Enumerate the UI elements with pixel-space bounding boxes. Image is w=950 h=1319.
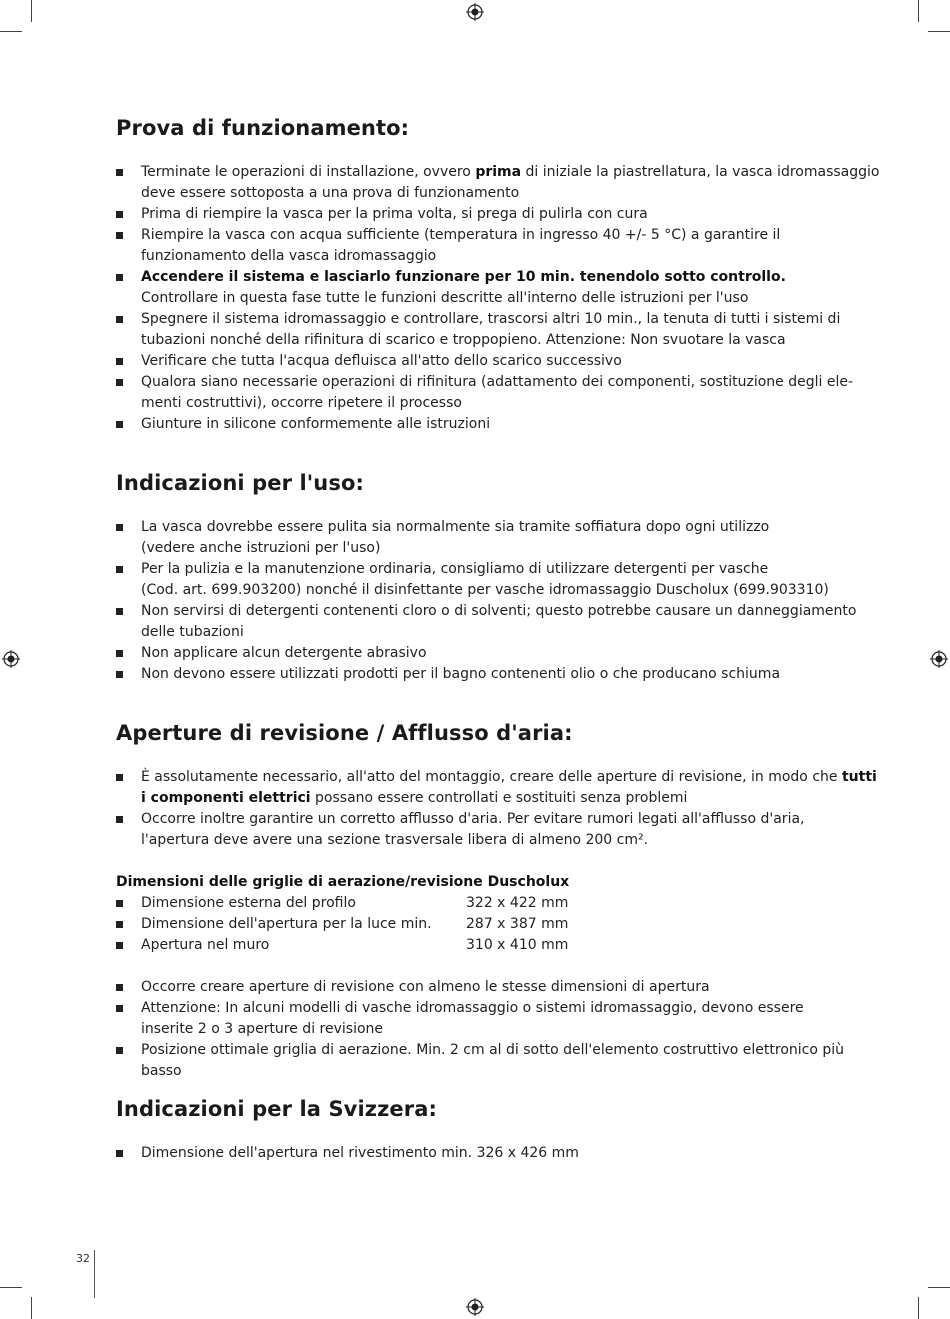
bullet-icon: [116, 232, 123, 239]
list-item: Occorre creare aperture di revisione con almeno le stesse dimensioni di apertura: [116, 977, 886, 998]
bullet-icon: [116, 211, 123, 218]
prova-list: [116, 162, 886, 435]
bullet-icon: [116, 1005, 123, 1012]
bullet-icon: [116, 816, 123, 823]
list-item: Non applicare alcun detergente abrasivo: [116, 643, 886, 664]
crop-mark-top-left-h: [0, 31, 22, 32]
bullet-icon: [116, 566, 123, 573]
dimensions-heading: Dimensioni delle griglie di aerazione/revisione Duscholux: [116, 874, 570, 890]
dimension-row: Apertura nel muro 310 x 410 mm: [116, 935, 886, 956]
bullet-icon: [116, 671, 123, 678]
section-title-uso: Indicazioni per l'uso:: [116, 471, 364, 495]
bullet-icon: [116, 942, 123, 949]
list-item: Posizione ottimale griglia di aerazione. Min. 2 cm al di sotto dell'elemento costruttivo elettronico più basso: [116, 1040, 886, 1082]
list-item: Qualora siano necessarie operazioni di rifinitura (adattamento dei componenti, sostituzione degli ele-menti costruttivi), occorre ripetere il processo: [116, 372, 886, 414]
registration-mark-right: [930, 650, 948, 668]
list-item: Prima di riempire la vasca per la prima volta, si prega di pulirla con cura: [116, 204, 886, 225]
list-item: Dimensione dell'apertura nel rivestimento min. 326 x 426 mm: [116, 1143, 886, 1164]
dimension-row: Dimensione esterna del profilo 322 x 422 mm: [116, 893, 886, 914]
bullet-icon: [116, 1047, 123, 1054]
crop-mark-top-left-v: [31, 0, 32, 22]
crop-mark-bottom-right-h: [928, 1287, 950, 1288]
list-item: Terminate le operazioni di installazione, ovvero prima di iniziale la piastrellatura, la vasca idromassaggio deve essere sottoposta a una prova di funzionamento: [116, 162, 886, 204]
list-item: Occorre inoltre garantire un corretto afflusso d'aria. Per evitare rumori legati all'afflusso d'aria, l'apertura deve avere una sezione trasversale libera di almeno 200 cm².: [116, 809, 886, 851]
list-item: La vasca dovrebbe essere pulita sia normalmente sia tramite soffiatura dopo ogni utilizzo (vedere anche istruzioni per l'uso): [116, 517, 886, 559]
bullet-icon: [116, 421, 123, 428]
list-item: Giunture in silicone conformemente alle istruzioni: [116, 414, 886, 435]
bullet-icon: [116, 316, 123, 323]
bullet-icon: [116, 650, 123, 657]
bullet-icon: [116, 169, 123, 176]
section-title-aperture: Aperture di revisione / Afflusso d'aria:: [116, 721, 573, 745]
page-number: 32: [76, 1252, 90, 1265]
bullet-icon: [116, 774, 123, 781]
list-item: Per la pulizia e la manutenzione ordinaria, consigliamo di utilizzare detergenti per vasche (Cod. art. 699.903200) nonché il disinfettante per vasche idromassaggio Duscholux (699.903310): [116, 559, 886, 601]
section-title-svizzera: Indicazioni per la Svizzera:: [116, 1097, 437, 1121]
page-number-rule: [94, 1250, 95, 1298]
list-item: Spegnere il sistema idromassaggio e controllare, trascorsi altri 10 min., la tenuta di tutti i sistemi di tubazioni nonché della rifinitura di scarico e troppopieno. Attenzione: Non svuotare la vasca: [116, 309, 886, 351]
crop-mark-bottom-left-h: [0, 1287, 22, 1288]
bullet-icon: [116, 524, 123, 531]
dimensions-list: [116, 893, 886, 956]
registration-mark-top: [466, 3, 484, 21]
svizzera-list: [116, 1143, 886, 1164]
crop-mark-bottom-right-v: [918, 1297, 919, 1319]
bullet-icon: [116, 379, 123, 386]
crop-mark-top-right-v: [918, 0, 919, 22]
crop-mark-top-right-h: [928, 31, 950, 32]
registration-mark-bottom: [466, 1298, 484, 1316]
list-item: Non servirsi di detergenti contenenti cloro o di solventi; questo potrebbe causare un danneggiamento delle tubazioni: [116, 601, 886, 643]
bullet-icon: [116, 274, 123, 281]
aperture-list: [116, 767, 886, 851]
list-item: Verificare che tutta l'acqua defluisca all'atto dello scarico successivo: [116, 351, 886, 372]
bullet-icon: [116, 984, 123, 991]
list-item: Riempire la vasca con acqua sufficiente (temperatura in ingresso 40 +/- 5 °C) a garantire il funzionamento della vasca idromassaggio: [116, 225, 886, 267]
bullet-icon: [116, 921, 123, 928]
bullet-icon: [116, 1150, 123, 1157]
dimension-row: Dimensione dell'apertura per la luce min. 287 x 387 mm: [116, 914, 886, 935]
list-item: È assolutamente necessario, all'atto del montaggio, creare delle aperture di revisione, in modo che tutti i componenti elettrici possano essere controllati e sostituiti senza problemi: [116, 767, 886, 809]
bullet-icon: [116, 900, 123, 907]
section-title-prova: Prova di funzionamento:: [116, 116, 410, 140]
list-item: Non devono essere utilizzati prodotti per il bagno contenenti olio o che producano schiuma: [116, 664, 886, 685]
bullet-icon: [116, 608, 123, 615]
crop-mark-bottom-left-v: [31, 1297, 32, 1319]
registration-mark-left: [2, 650, 20, 668]
bullet-icon: [116, 358, 123, 365]
uso-list: [116, 517, 886, 685]
aperture-notes-list: [116, 977, 886, 1082]
list-item: Accendere il sistema e lasciarlo funzionare per 10 min. tenendolo sotto controllo. Controllare in questa fase tutte le funzioni descritte all'interno delle istruzioni per l'uso: [116, 267, 886, 309]
list-item: Attenzione: In alcuni modelli di vasche idromassaggio o sistemi idromassaggio, devono essere inserite 2 o 3 aperture di revisione: [116, 998, 886, 1040]
